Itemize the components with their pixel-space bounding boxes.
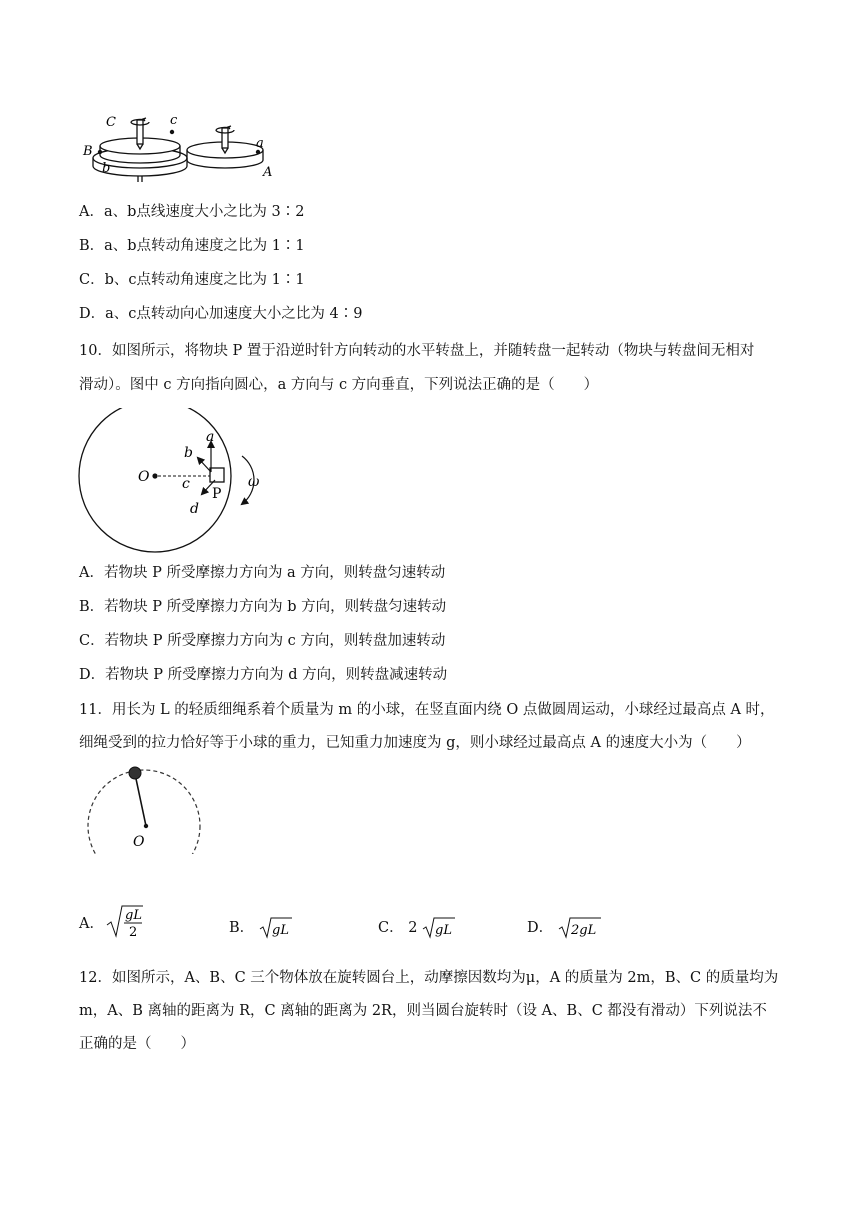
label-A: A [263, 165, 273, 180]
q11-stem-line2: 细绳受到的拉力恰好等于小球的重力，已知重力加速度为 g，则小球经过最高点 A 的速度大小为（ ） [79, 735, 751, 751]
q10-option-b: B．若物块 P 所受摩擦力方向为 b 方向，则转盘匀速转动 [79, 599, 447, 615]
coefficient: 2 [408, 920, 418, 936]
sqrt-frac-formula [105, 905, 145, 939]
q11-vertical-circle-figure [82, 764, 206, 854]
sqrt-formula [259, 917, 293, 939]
radicand: gL [271, 923, 289, 938]
q11-option-a [79, 908, 142, 939]
sqrt-formula [422, 917, 456, 939]
label-omega: ω [248, 474, 260, 490]
q12-stem-line1: 12．如图所示，A、B、C 三个物体放在旋转圆台上，动摩擦因数均为μ，A 的质量为 2m，B、C 的质量均为 [79, 970, 779, 986]
label-a: a [256, 136, 264, 151]
q10-stem-line2: 滑动）。图中 c 方向指向圆心，a 方向与 c 方向垂直，下列说法正确的是（ ） [79, 377, 599, 393]
label-C: C [106, 115, 116, 130]
label-P: P [212, 486, 222, 502]
q9-option-b: B．a、b点转动角速度之比为 1∶1 [79, 238, 305, 254]
center-dot [152, 473, 157, 478]
ball [129, 767, 141, 779]
q9-option-a: A．a、b点线速度大小之比为 3∶2 [79, 204, 305, 220]
frac-denominator: 2 [129, 925, 138, 939]
q10-turntable-figure [78, 408, 278, 558]
q11-option-a-label: A． [79, 916, 104, 932]
radicand: gL [435, 923, 453, 938]
label-O: O [133, 834, 145, 850]
q9-option-d: D．a、c点转动向心加速度大小之比为 4∶9 [79, 306, 363, 322]
q10-option-a: A．若物块 P 所受摩擦力方向为 a 方向，则转盘匀速转动 [79, 565, 446, 581]
q11-option-b [229, 917, 293, 939]
center-dot [144, 824, 148, 828]
label-b: b [184, 445, 193, 461]
q11-option-d-label: D． [527, 920, 554, 936]
q11-option-c [378, 917, 456, 939]
q12-stem-line3: 正确的是（ ） [79, 1036, 195, 1052]
label-c: c [170, 113, 178, 128]
sqrt-formula [558, 917, 602, 939]
q10-option-c: C．若物块 P 所受摩擦力方向为 c 方向，则转盘加速转动 [79, 633, 446, 649]
string-line [135, 774, 146, 826]
label-c: c [182, 476, 190, 492]
q10-stem-line1: 10．如图所示，将物块 P 置于沿逆时针方向转动的水平转盘上，并随转盘一起转动（物块与转盘间无相对 [79, 343, 755, 359]
point-c-dot [170, 130, 174, 134]
q9-wheels-figure [80, 112, 280, 188]
label-B: B [83, 144, 93, 159]
q12-stem-line2: m，A、B 离轴的距离为 R，C 离轴的距离为 2R，则当圆台旋转时（设 A、B、C 都没有滑动）下列说法不 [79, 1003, 767, 1019]
frac-numerator: gL [125, 908, 142, 923]
q9-option-c: C．b、c点转动角速度之比为 1∶1 [79, 272, 305, 288]
right-wheel [187, 126, 263, 168]
q10-option-d: D．若物块 P 所受摩擦力方向为 d 方向，则转盘减速转动 [79, 667, 448, 683]
block-P [210, 468, 224, 482]
q11-option-c-label: C． [378, 920, 404, 936]
q11-option-b-label: B． [229, 920, 255, 936]
point-b-dot [98, 150, 102, 154]
radicand: 2gL [570, 923, 596, 938]
q11-stem-line1: 11．用长为 L 的轻质细绳系着个质量为 m 的小球，在竖直面内绕 O 点做圆周运动，小球经过最高点 A 时， [79, 702, 775, 718]
arrow-b [198, 458, 211, 472]
label-a: a [206, 429, 215, 445]
label-O: O [138, 469, 150, 485]
q11-option-d [527, 917, 602, 939]
label-b: b [102, 161, 111, 176]
label-d: d [190, 501, 199, 517]
